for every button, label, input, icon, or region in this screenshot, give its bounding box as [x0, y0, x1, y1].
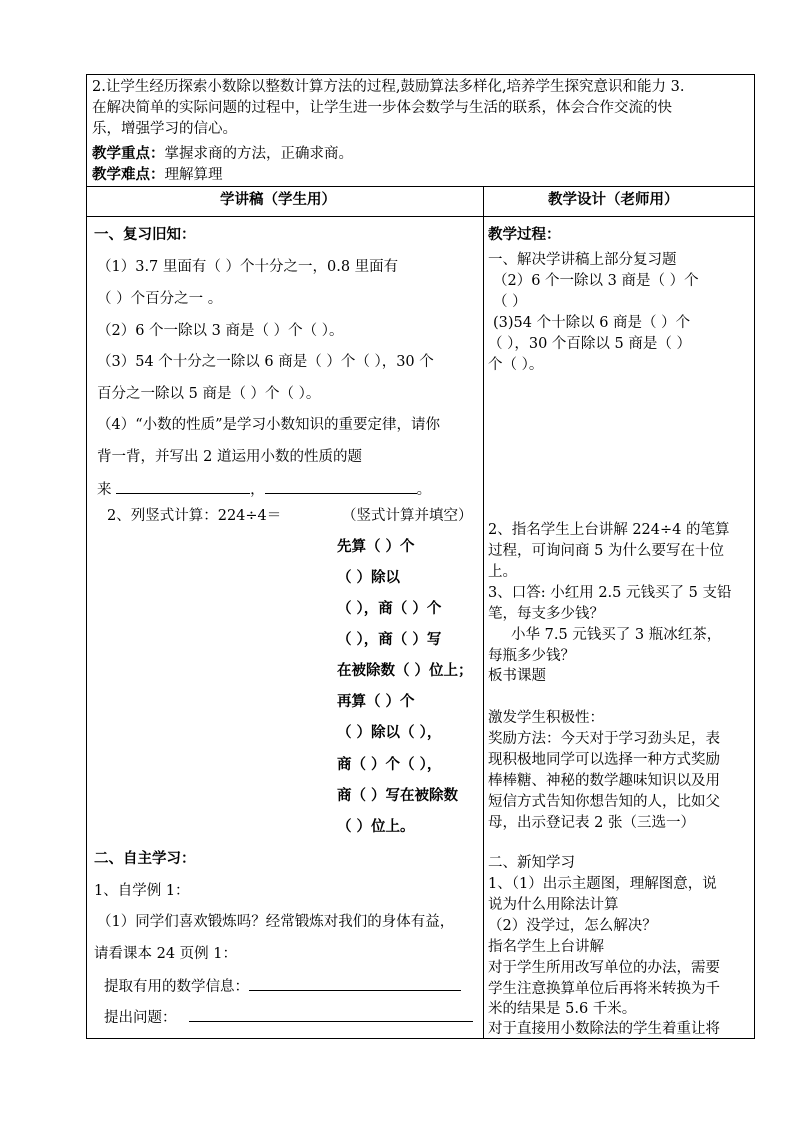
calc-step-6: 再算（ ）个 — [337, 693, 415, 710]
calc-step-8: 商（ ）个（ ）， — [337, 756, 442, 773]
header-row-top-border — [87, 186, 754, 187]
column-divider — [483, 186, 484, 1038]
right-line-r12c: 棒棒糖、神秘的数学趣味知识以及用 — [488, 773, 720, 789]
right-line-r12a: 奖励方法：今天对于学习劲头足，表 — [488, 731, 720, 747]
right-line-r12e: 母，出示登记表 2 张（三选一） — [488, 815, 695, 831]
left-column-header: 学讲稿（学生用） — [220, 191, 336, 208]
right-line-r9b: 每瓶多少钱？ — [488, 648, 575, 664]
header-row-bottom-border — [87, 216, 754, 217]
right-line-r2: （2）6 个一除以 3 商是（ ）个 — [493, 273, 699, 289]
question-label: 提出问题： — [104, 1010, 177, 1026]
calc-step-3: （ ），商（ ）个 — [337, 600, 442, 617]
self-study-line-1: （1）同学们喜欢锻炼吗？经常锻炼对我们的身体有益， — [97, 914, 455, 930]
right-line-r17c: 米的结果是 5.6 千米。 — [488, 1001, 637, 1017]
intro-line-2: 在解决简单的实际问题的过程中，让学生进一步体会数学与生活的联系，体会合作交流的快 — [92, 100, 672, 116]
right-line-r7b: 过程，可询问商 5 为什么要写在十位 — [488, 543, 724, 559]
q4-period: 。 — [416, 482, 432, 498]
key-point-label: 教学重点： — [92, 145, 165, 162]
difficulty-label: 教学难点： — [92, 166, 165, 183]
teaching-process-title: 教学过程： — [488, 226, 561, 243]
answer-blank-1[interactable] — [116, 479, 250, 494]
question-answer-line[interactable] — [189, 1007, 473, 1022]
right-line-r6: 个（ ）。 — [488, 357, 544, 373]
info-answer-line[interactable] — [249, 976, 461, 991]
right-line-r8b: 笔，每支多少钱？ — [488, 606, 604, 622]
review-q4-line2: 背一背，并写出 2 道运用小数的性质的题 — [97, 449, 362, 465]
right-line-r8a: 3、口答: 小红用 2.5 元钱买了 5 支铅 — [488, 585, 732, 601]
right-line-r16: 指名学生上台讲解 — [488, 939, 604, 955]
right-line-r14b: 说为什么用除法计算 — [488, 897, 619, 913]
self-study-title: 二、自主学习： — [94, 850, 196, 867]
self-study-line-2: 请看课本 24 页例 1： — [94, 946, 238, 962]
calc-step-9: 商（ ）写在被除数 — [337, 787, 459, 804]
q4-lead-text: 来 — [97, 482, 112, 498]
right-line-r18: 对于直接用小数除法的学生着重让将 — [488, 1021, 720, 1037]
difficulty-text: 理解算理 — [164, 167, 223, 183]
question-row — [104, 1007, 473, 1027]
q4-comma: ， — [250, 482, 265, 498]
key-point-text: 掌握求商的方法，正确求商。 — [164, 146, 353, 162]
calc-step-1: 先算（ ）个 — [337, 538, 415, 555]
difficulty-point — [92, 166, 223, 184]
calc-step-10: （ ）位上。 — [337, 818, 415, 835]
right-line-r12d: 短信方式告知你想告知的人，比如父 — [488, 794, 720, 810]
vertical-calc-prompt: 2、列竖式计算：224÷4＝ — [107, 508, 282, 524]
review-q1-line1: （1）3.7 里面有（ ）个十分之一，0.8 里面有 — [97, 259, 399, 275]
info-row — [104, 976, 461, 996]
right-line-r7a: 2、指名学生上台讲解 224÷4 的笔算 — [488, 522, 730, 538]
right-line-r1: 一、解决学讲稿上部分复习题 — [488, 252, 677, 268]
intro-line-1: 2.让学生经历探索小数除以整数计算方法的过程,鼓励算法多样化,培养学生探究意识和能力 3. — [92, 79, 685, 95]
review-q2: （2）6 个一除以 3 商是（ ）个（ ）。 — [97, 323, 344, 339]
review-q4-line3 — [97, 479, 431, 499]
review-q4-line1: （4）“小数的性质”是学习小数知识的重要定律，请你 — [97, 417, 441, 433]
vertical-calc-note: （竖式计算并填空） — [342, 508, 473, 524]
right-line-r15: （2）没学过，怎么解决？ — [488, 918, 657, 934]
right-line-r14a: 1、（1）出示主题图，理解图意，说 — [488, 876, 717, 892]
intro-line-3: 乐，增强学习的信心。 — [92, 121, 237, 137]
right-line-r17a: 对于学生所用改写单位的办法，需要 — [488, 960, 720, 976]
answer-blank-2[interactable] — [265, 479, 417, 494]
right-line-r17b: 学生注意换算单位后再将米转换为千 — [488, 981, 720, 997]
review-q3-line2: 百分之一除以 5 商是（ ）个（ ）。 — [97, 386, 321, 402]
right-column-header: 教学设计（老师用） — [548, 191, 679, 208]
right-line-r11: 激发学生积极性： — [488, 710, 604, 726]
right-line-r5: （ ），30 个百除以 5 商是（ ） — [488, 336, 691, 352]
calc-step-2: （ ）除以 — [337, 569, 401, 586]
review-q1-line2: （ ）个百分之一 。 — [97, 291, 223, 307]
calc-step-5: 在被除数（ ）位上； — [337, 662, 473, 679]
right-line-r13: 二、新知学习 — [488, 855, 575, 871]
right-line-r4: (3)54 个十除以 6 商是（ ）个 — [493, 315, 691, 331]
right-line-r3: （ ） — [493, 294, 527, 310]
review-section-title: 一、复习旧知： — [94, 226, 196, 243]
right-line-r10: 板书课题 — [488, 668, 546, 684]
right-line-r12b: 现积极地同学可以选择一种方式奖励 — [488, 752, 720, 768]
right-line-r7c: 上。 — [488, 564, 517, 580]
calc-step-4: （ ），商（ ）写 — [337, 631, 442, 648]
key-point — [92, 145, 353, 163]
right-line-r9a: 小华 7.5 元钱买了 3 瓶冰红茶， — [488, 627, 722, 643]
calc-step-7: （ ）除以（ ）， — [337, 724, 442, 741]
info-label: 提取有用的数学信息： — [104, 979, 249, 995]
self-study-item-1: 1、自学例 1： — [94, 883, 190, 899]
review-q3-line1: （3）54 个十分之一除以 6 商是（ ）个（ ），30 个 — [97, 354, 434, 370]
